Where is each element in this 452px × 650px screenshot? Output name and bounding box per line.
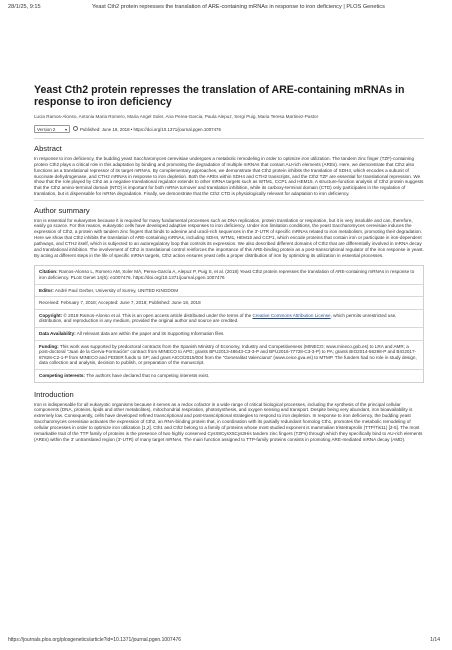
copyright-row — [35, 310, 423, 328]
chevron-down-icon: ▾ — [64, 127, 67, 133]
version-row — [34, 125, 424, 135]
check-icon — [73, 126, 78, 131]
competing-interests-row — [35, 370, 423, 382]
publication-info: Published: June 18, 2018 • https://doi.org/10.1371/journal.pgen.1007476 — [80, 126, 221, 132]
dates-text: Received: February 7, 2018; Accepted: June 7, 2018; Published: June 18, 2018 — [39, 300, 201, 306]
print-title: Yeast Cth2 protein represses the translation of ARE-containing mRNAs in response to iron deficiency | PLOS Genetics — [92, 4, 385, 10]
version-select[interactable] — [34, 125, 70, 133]
citation-label: Citation: — [39, 269, 58, 275]
divider — [34, 138, 424, 139]
funding-row — [35, 341, 423, 370]
author-summary-text: Iron is essential for eukaryotes because it is required for many fundamental processes such as DNA replication, protein translation or respiration, but it is very insoluble and can, therefore, easily go scarce. For this reason, eukaryotic cells have developed adaptive responses to iron deficiency. Under iron limitation conditions, the yeast Saccharomyces cerevisiae induces the expression of Cth2, a protein with tandem zinc fingers that binds to adenine and uracil-rich sequences in the 3'-UTR of specific mRNAs related to iron metabolism, promoting their degradation. Here we show that Cth2 inhibits the translation of ARE-containing mRNAs, including SDH4, WTM1, HEM15 and CCP1, which encode proteins that contain iron or participate in iron-dependent pathways, and CTH2 itself, which is subjected to an autoregulatory loop that controls its expression. We also described different domains of Cth2 that are differentially involved in mRNA decay and translational inhibition. The involvement of Cth2 in translational control reinforces the importance of this ARE-binding protein as a post-transcriptional regulator of the iron response in yeast. By acting at different steps in the life of specific mRNA targets, Cth2 action ensures yeast cells a proper distribution of iron by optimizing its utilization in essential processes. — [34, 217, 424, 258]
data-availability-label: Data Availability: — [39, 330, 76, 336]
print-footer — [8, 637, 444, 645]
editor-text: André Paul Gerber, University of Surrey, UNITED KINGDOM — [54, 287, 179, 293]
citation-row — [35, 266, 423, 284]
divider — [34, 200, 424, 201]
competing-interests-label: Competing interests: — [39, 372, 85, 378]
copyright-text: © 2018 Ramos-Alonso et al. This is an open access article distributed under the terms of the — [63, 312, 253, 318]
editor-row — [35, 285, 423, 298]
funding-label: Funding: — [39, 343, 59, 349]
author-list: Lucia Ramos-Alonso, Antonia Maria Romero, Maria Angel Soler, Ana Perea-Garcia, Paula Alepuz, Sergi Puig, Maria Teresa Martinez-Pastor — [34, 114, 319, 119]
abstract-text: In response to iron deficiency, the budding yeast Saccharomyces cerevisiae undergoes a metabolic remodeling in order to optimize iron utilization. The tandem zinc finger (TZF)-containing protein Cth2 plays a critical role in this adaptation by binding and promoting the degradation of multiple mRNAs that contain AU-rich elements (AREs). Here, we demonstrate that Cth2 also functions as a translational repressor of its target mRNAs. By complementary approaches, we demonstrate that Cth2 protein inhibits the translation of SDH4, which encodes a subunit of succinate dehydrogenase, and CTH2 mRNAs in response to iron depletion. Both the AREs within SDH4 and CTH2 transcripts, and the Cth2 TZF are essential for translational repression. We show that the role played by Cth2 as a negative translational regulator extends to other mRNA targets such as WTM1, CCP1 and HEM15. A structure-function analysis of Cth2 protein suggests that the Cth2 amino-terminal domain (NTD) is important for both mRNA turnover and translation inhibition, while its carboxy-terminal domain (CTD) only participates in the regulation of translation, but is dispensable for mRNA degradation. Finally, we demonstrate that the Cth2 CTD is physiologically relevant for adaptation to iron deficiency. — [34, 156, 424, 197]
article-metadata — [34, 265, 424, 382]
article-title: Yeast Cth2 protein represses the translation of ARE-containing mRNAs in response to iron deficiency — [34, 84, 405, 108]
citation-text: Ramos-Alonso L, Romero AM, Soler MÀ, Perea-García A, Alepuz P, Puig S, et al. (2018) Yeast Cth2 protein represses the translation of ARE-containing mRNAs in response to iron deficiency. PLoS Genet 14(6): e1007476. https://doi.org/10.1371/journal.pgen.1007476 — [39, 269, 415, 280]
version-label: Version 2 — [37, 127, 56, 133]
article-page — [34, 84, 424, 442]
editor-label: Editor: — [39, 287, 54, 293]
introduction-heading: Introduction — [34, 389, 74, 399]
data-availability-row — [35, 328, 423, 341]
dates-row — [35, 297, 423, 310]
copyright-label: Copyright: — [39, 312, 63, 318]
introduction-text: Iron is indispensable for all eukaryotic organisms because it serves as a redox cofactor in a wide range of critical biological processes, including the synthesis of the principal cellular components (DNA, proteins, lipids and other metabolites), mitochondrial respiration, photosynthesis, and oxygen sensing and transport. Despite being very abundant, iron bioavailability is extremely low. Consequently, cells have developed refined transcriptional and post-transcriptional strategies to respond to iron depletion. In response to iron deficiency, the budding yeast Saccharomyces cerevisiae activates the expression of Cth2, an RNA-binding protein that, in coordination with its partially redundant homolog Cth1, promotes the metabolic remodeling of cellular processes in order to optimize iron utilization [1,2]. Cth1 and Cth2 belong to a family of proteins whose most studied exponent is mammalian tristetraprolin (TTP/Tis11) [3-5]. The most remarkable trait of the TTP family of proteins is the presence of two highly conserved CysX8CysX5Cys3His tandem zinc fingers (TZFs) through which they specifically bind to AU-rich elements (AREs) within the 3' untranslated region (3'-UTR) of many target mRNAs. The main function assigned to TTP-family proteins consists in promoting ARE-mediated mRNA decay (AMD). — [34, 401, 423, 442]
page-number: 1/14 — [430, 637, 440, 643]
data-availability-text: All relevant data are within the paper and its Supporting Information files. — [76, 330, 225, 336]
print-date: 28/1/25, 9:15 — [8, 4, 41, 10]
copyright-text-end: , which permits unrestricted use, distribution, and reproduction in any medium, provided the original author and source are credited. — [39, 312, 397, 324]
print-header — [8, 4, 444, 14]
author-summary-heading: Author summary — [34, 205, 90, 215]
page-url: https://journals.plos.org/plosgenetics/article?id=10.1371/journal.pgen.1007476 — [8, 637, 182, 643]
license-link[interactable]: Creative Commons Attribution License — [252, 312, 331, 318]
abstract-heading: Abstract — [34, 144, 62, 153]
funding-text: This work was supported by predoctoral contracts from the Spanish Ministry of Economy, Industry and Competitiveness (MINECO; www.mineco.gob.es) to LRA and AMR; a post-doctoral "Juan de la Cierva-Formación" contract from MINECO to APG; grants BFU2013-48643-C3-3-P and BFU2016-77728-C3-3-P) to PA; grants BIO2014-56298-P and BIO2017-87828-C2-1-P from MINECO and FEDER funds to SP; and grant AICO/2015/004 from the "Generalitat Valenciana" (www.ceice.gva.es) to MTMP. The funders had no role in study design, data collection and analysis, decision to publish, or preparation of the manuscript. — [39, 343, 417, 366]
competing-interests-text: The authors have declared that no competing interests exist. — [86, 372, 210, 378]
